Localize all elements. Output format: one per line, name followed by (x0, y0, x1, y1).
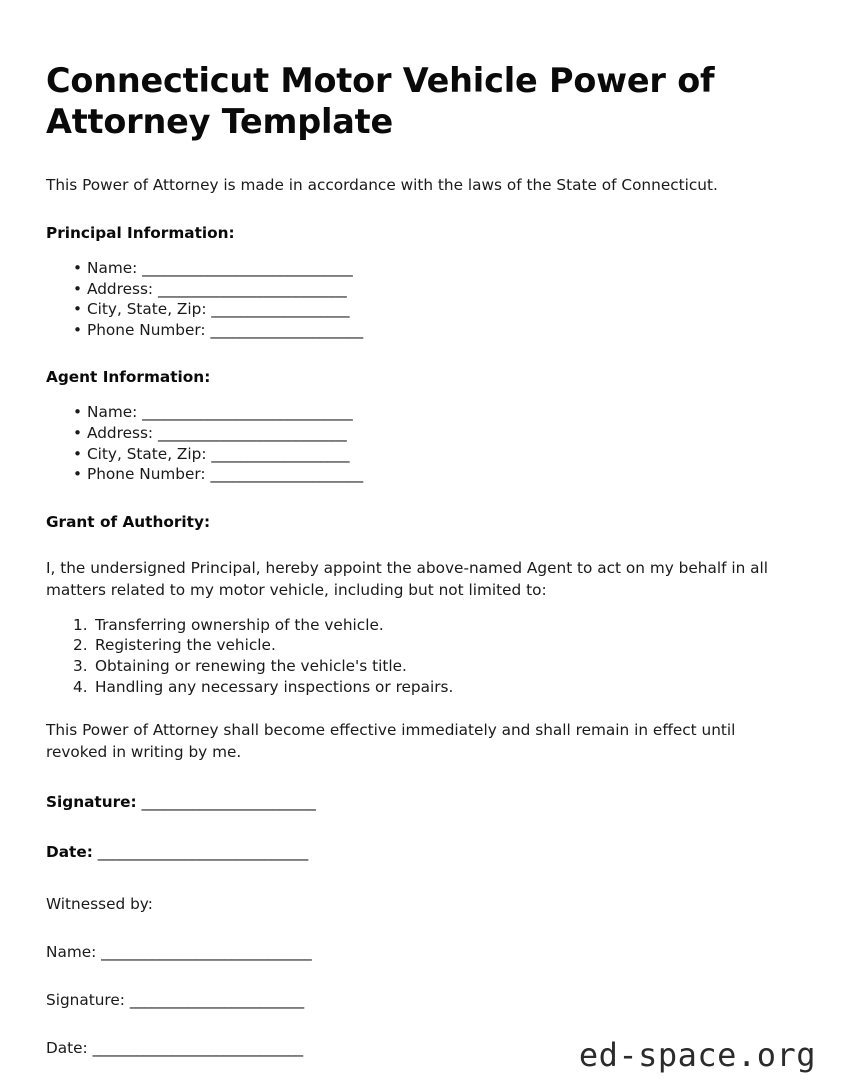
field-label: Phone Number: (87, 465, 206, 484)
effective-paragraph: This Power of Attorney shall become effective immediately and shall remain in effect until revoked in writing by me. (46, 721, 736, 762)
agent-information-heading: Agent Information: (46, 368, 211, 387)
witness-date-blank[interactable]: _____________________________ (92, 1039, 303, 1058)
field-blank[interactable]: ___________________ (211, 300, 350, 319)
field-label: Address: (87, 423, 154, 442)
grant-of-authority-paragraph: I, the undersigned Principal, hereby appoint the above-named Agent to act on my behalf in all matters related to my motor vehicle, including but not limited to: (46, 558, 769, 599)
list-item (73, 444, 798, 465)
field-blank[interactable]: _____________________________ (142, 403, 353, 422)
grant-of-authority-heading: Grant of Authority: (46, 512, 211, 531)
principal-information-heading: Principal Information: (46, 224, 235, 242)
date-blank[interactable]: _____________________________ (97, 843, 308, 862)
page-title: Connecticut Motor Vehicle Power of Attorney Template (46, 61, 715, 141)
field-blank[interactable]: _____________________ (210, 320, 363, 339)
date-label: Date: (46, 843, 93, 862)
witness-signature-label: Signature: (46, 991, 125, 1010)
list-item: Obtaining or renewing the vehicle's title. (95, 656, 407, 675)
list-item: Transferring ownership of the vehicle. (95, 615, 384, 634)
field-blank[interactable]: __________________________ (157, 423, 347, 442)
list-item: Handling any necessary inspections or repairs. (95, 677, 454, 696)
list-item (73, 258, 798, 279)
authority-items-list (46, 615, 798, 697)
field-label: City, State, Zip: (87, 444, 207, 463)
intro-paragraph: This Power of Attorney is made in accordance with the laws of the State of Connecticut. (46, 176, 718, 194)
witness-signature-blank[interactable]: ________________________ (129, 991, 304, 1010)
list-item (73, 402, 798, 423)
field-blank[interactable]: _____________________________ (142, 259, 353, 277)
witnessed-by-heading: Witnessed by: (46, 895, 153, 914)
list-item (73, 279, 798, 300)
list-item (73, 464, 798, 485)
list-item (73, 320, 798, 341)
witness-date-label: Date: (46, 1039, 88, 1058)
field-label: City, State, Zip: (87, 300, 207, 319)
list-item (73, 423, 798, 444)
field-blank[interactable]: ___________________ (211, 444, 350, 463)
principal-signature-line (46, 791, 798, 813)
agent-field-list (46, 402, 798, 484)
field-label: Phone Number: (87, 320, 206, 339)
field-label: Address: (87, 279, 154, 298)
list-item (73, 299, 798, 320)
site-watermark: ed-space.org (578, 1036, 816, 1074)
field-blank[interactable]: _____________________ (210, 465, 363, 484)
principal-date-line (46, 841, 798, 863)
field-label: Name: (87, 403, 138, 422)
witness-name-label: Name: (46, 943, 97, 962)
list-item: Registering the vehicle. (95, 636, 276, 655)
witness-signature-line (46, 989, 798, 1011)
signature-label: Signature: (46, 793, 137, 812)
principal-field-list (46, 258, 798, 340)
witness-name-blank[interactable]: _____________________________ (101, 943, 312, 962)
witness-name-line (46, 941, 798, 963)
field-blank[interactable]: __________________________ (157, 279, 347, 298)
field-label: Name: (87, 259, 138, 277)
signature-blank[interactable]: ________________________ (141, 793, 316, 812)
